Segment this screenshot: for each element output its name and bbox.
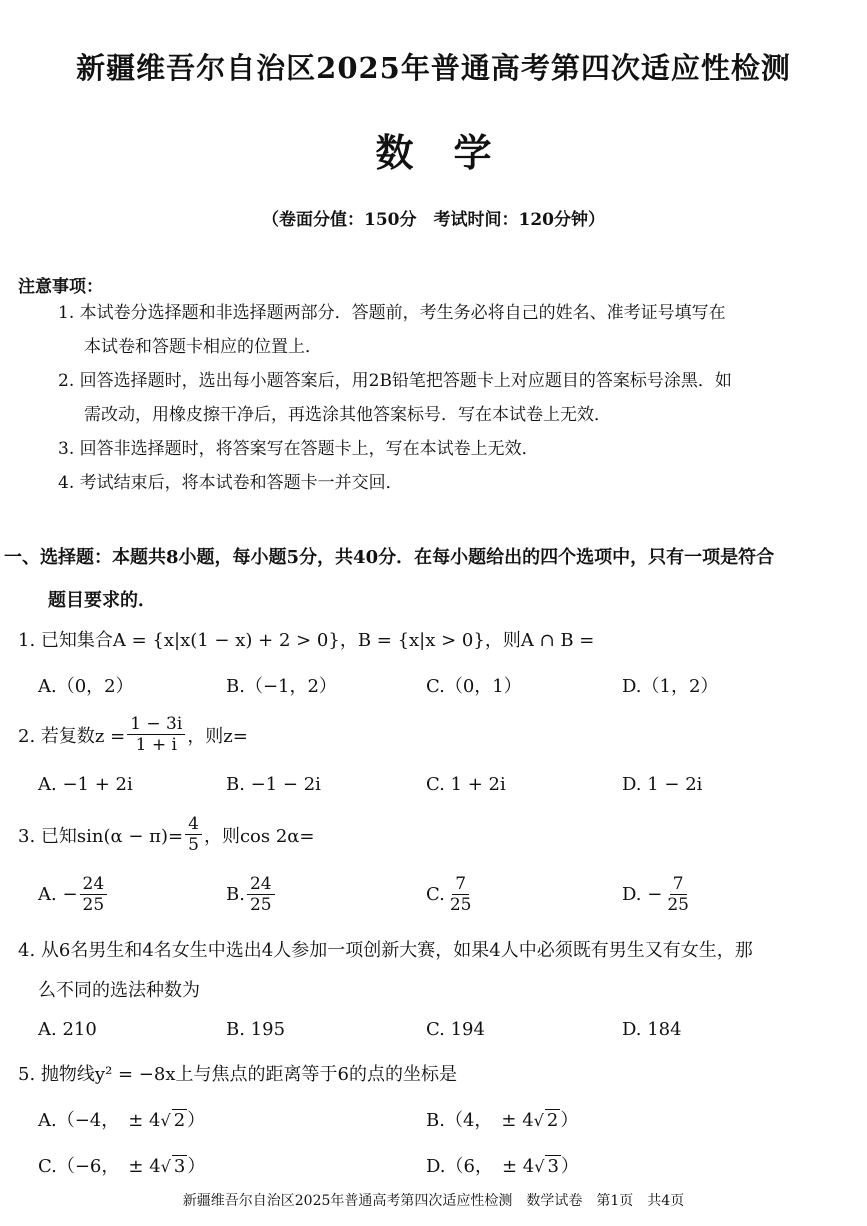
question-3-numerator: 4 bbox=[185, 814, 202, 835]
option-fraction bbox=[247, 874, 275, 915]
question-3-suffix: ，则cos 2α= bbox=[203, 825, 315, 847]
option-tail: ） bbox=[187, 1110, 206, 1131]
option-denominator: 25 bbox=[249, 895, 272, 915]
question-2-option-c: C. 1 + 2i bbox=[426, 774, 506, 795]
option-label: A.（−4， ± 4 bbox=[38, 1110, 161, 1131]
option-numerator: 7 bbox=[670, 874, 687, 895]
subject-title: 数学 bbox=[375, 130, 532, 175]
question-2-stem bbox=[18, 714, 248, 755]
exam-meta: （卷面分值：150分 考试时间：120分钟） bbox=[262, 210, 605, 230]
question-5-option-c bbox=[38, 1152, 205, 1178]
question-5-stem: 5. 抛物线y² = −8x上与焦点的距离等于6的点的坐标是 bbox=[18, 1064, 457, 1085]
notice-item-1: 1. 本试卷分选择题和非选择题两部分．答题前，考生务必将自己的姓名、准考证号填写在 bbox=[58, 303, 726, 323]
question-4-option-a: A. 210 bbox=[38, 1019, 97, 1040]
option-tail: ） bbox=[560, 1110, 579, 1131]
option-label: D.（6， ± 4 bbox=[426, 1156, 535, 1177]
option-numerator: 7 bbox=[452, 874, 469, 895]
option-label: C.（−6， ± 4 bbox=[38, 1156, 161, 1177]
question-2-suffix: ，则z= bbox=[187, 725, 248, 747]
question-2-fraction bbox=[127, 714, 185, 755]
question-4-option-d: D. 184 bbox=[622, 1019, 682, 1040]
notice-item-1-cont: 本试卷和答题卡相应的位置上． bbox=[84, 337, 322, 357]
question-2-denominator: 1 + i bbox=[135, 735, 177, 755]
option-label: B. bbox=[226, 884, 245, 905]
notice-item-2: 2. 回答选择题时，选出每小题答案后，用2B铅笔把答题卡上对应题目的答案标号涂黑．如 bbox=[58, 371, 732, 391]
page-footer: 新疆维吾尔自治区2025年普通高考第四次适应性检测 数学试卷 第1页 共4页 bbox=[182, 1193, 685, 1209]
question-1-option-a: A.（0，2） bbox=[38, 676, 134, 697]
radicand: 3 bbox=[547, 1156, 559, 1177]
option-fraction bbox=[447, 874, 475, 915]
question-2-option-a: A. −1 + 2i bbox=[38, 774, 133, 795]
radicand: 2 bbox=[546, 1110, 559, 1131]
question-4-option-c: C. 194 bbox=[426, 1019, 485, 1040]
question-2-option-d: D. 1 − 2i bbox=[622, 774, 703, 795]
question-5-option-b bbox=[426, 1106, 578, 1132]
notice-item-4: 4. 考试结束后，将本试卷和答题卡一并交回． bbox=[58, 473, 403, 493]
option-denominator: 25 bbox=[667, 895, 689, 915]
radicand: 2 bbox=[173, 1110, 186, 1131]
option-label: A. − bbox=[38, 884, 78, 905]
question-3-stem bbox=[18, 814, 315, 855]
section-heading: 一、选择题：本题共8小题，每小题5分，共40分．在每小题给出的四个选项中，只有一项是符合 bbox=[4, 547, 775, 568]
option-denominator: 25 bbox=[449, 895, 472, 915]
option-label: D. − bbox=[622, 884, 663, 905]
sqrt-symbol: √ bbox=[533, 1111, 544, 1130]
option-tail: ） bbox=[560, 1156, 579, 1177]
radicand: 3 bbox=[173, 1156, 186, 1177]
sqrt-symbol: √ bbox=[534, 1157, 545, 1176]
question-3-option-a bbox=[38, 874, 109, 915]
question-4-option-b: B. 195 bbox=[226, 1019, 286, 1040]
notice-item-2-cont: 需改动，用橡皮擦干净后，再选涂其他答案标号．写在本试卷上无效． bbox=[84, 405, 611, 425]
sqrt-symbol: √ bbox=[160, 1157, 171, 1176]
notice-title: 注意事项： bbox=[18, 277, 103, 297]
question-1-stem: 1. 已知集合A = {x|x(1 − x) + 2 > 0}，B = {x|x > 0}，则A ∩ B = bbox=[18, 630, 595, 651]
question-5-option-d bbox=[426, 1152, 579, 1178]
notice-item-3: 3. 回答非选择题时，将答案写在答题卡上，写在本试卷上无效． bbox=[58, 439, 539, 459]
question-3-denominator: 5 bbox=[188, 835, 199, 855]
option-fraction bbox=[664, 874, 692, 915]
question-3-prefix: 3. 已知sin(α − π)= bbox=[18, 825, 184, 847]
option-label: C. bbox=[426, 884, 445, 905]
sqrt-symbol: √ bbox=[160, 1111, 171, 1130]
option-denominator: 25 bbox=[82, 895, 105, 915]
option-numerator: 24 bbox=[80, 874, 108, 895]
question-3-option-c bbox=[426, 874, 477, 915]
section-heading-cont: 题目要求的． bbox=[48, 590, 156, 611]
question-3-option-d bbox=[622, 874, 694, 915]
question-3-option-b bbox=[226, 874, 277, 915]
question-1-option-c: C.（0，1） bbox=[426, 676, 522, 697]
question-2-prefix: 2. 若复数z = bbox=[18, 725, 126, 747]
option-fraction bbox=[80, 874, 108, 915]
question-3-fraction bbox=[185, 814, 202, 855]
exam-title: 新疆维吾尔自治区2025年普通高考第四次适应性检测 bbox=[76, 51, 791, 85]
question-1-option-d: D.（1，2） bbox=[622, 676, 719, 697]
question-5-option-a bbox=[38, 1106, 205, 1132]
question-4-stem-cont: 么不同的选法种数为 bbox=[38, 980, 200, 1001]
option-tail: ） bbox=[187, 1156, 206, 1177]
question-2-numerator: 1 − 3i bbox=[127, 714, 185, 735]
question-1-option-b: B.（−1，2） bbox=[226, 676, 337, 697]
option-label: B.（4， ± 4 bbox=[426, 1110, 534, 1131]
option-numerator: 24 bbox=[247, 874, 275, 895]
question-2-option-b: B. −1 − 2i bbox=[226, 774, 321, 795]
question-4-stem: 4. 从6名男生和4名女生中选出4人参加一项创新大赛，如果4人中必须既有男生又有女生，那 bbox=[18, 940, 753, 961]
